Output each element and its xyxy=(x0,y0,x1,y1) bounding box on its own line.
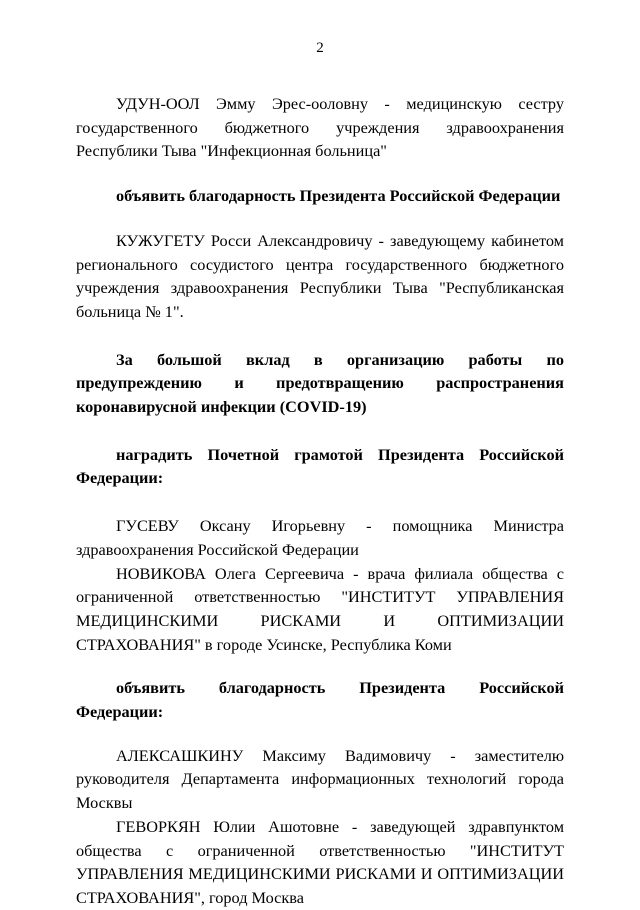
page-number: 2 xyxy=(316,40,324,56)
section-heading-gratitude-2: объявить благодарность Президента Российской Федерации: xyxy=(76,678,564,722)
award-entry-kuzhugetu: КУЖУГЕТУ Росси Александровичу - заведующему кабинетом регионального сосудистого центра государственного бюджетного учреждения здравоохранения Республики Тыва "Республиканская больница № 1". xyxy=(76,230,564,321)
award-entry-gevorkyan: ГЕВОРКЯН Юлии Ашотовне - заведующей здравпунктом общества с ограниченной ответственностью "ИНСТИТУТ УПРАВЛЕНИЯ МЕДИЦИНСКИМИ РИСКАМИ И ОПТИМИЗАЦИИ СТРАХОВАНИЯ", город Москва xyxy=(76,816,564,907)
section-heading-gratitude: объявить благодарность Президента Российской Федерации xyxy=(116,186,561,206)
award-entry-udun-ool: УДУН-ООЛ Эмму Эрес-ооловну - медицинскую сестру государственного бюджетного учреждения здравоохранения Республики Тыва "Инфекционная больница" xyxy=(76,94,564,161)
document-body xyxy=(76,92,564,910)
section-heading-covid-contribution: За большой вклад в организацию работы по предупреждению и предотвращению распространения коронавирусной инфекции (COVID-19) xyxy=(76,349,564,417)
award-entry-novikov: НОВИКОВА Олега Сергеевича - врача филиала общества с ограниченной ответственностью "ИНСТИТУТ УПРАВЛЕНИЯ МЕДИЦИНСКИМИ РИСКАМИ И ОПТИМИЗАЦИИ СТРАХОВАНИЯ" в городе Усинске, Республика Коми xyxy=(76,563,564,654)
award-entry-guseva: ГУСЕВУ Оксану Игорьевну - помощника Министра здравоохранения Российской Федерации xyxy=(76,516,564,559)
award-entry-aleksashkin: АЛЕКСАШКИНУ Максиму Вадимовичу - заместителю руководителя Департамента информационных технологий города Москвы xyxy=(76,745,564,813)
section-heading-certificate: наградить Почетной грамотой Президента Российской Федерации: xyxy=(76,444,564,488)
